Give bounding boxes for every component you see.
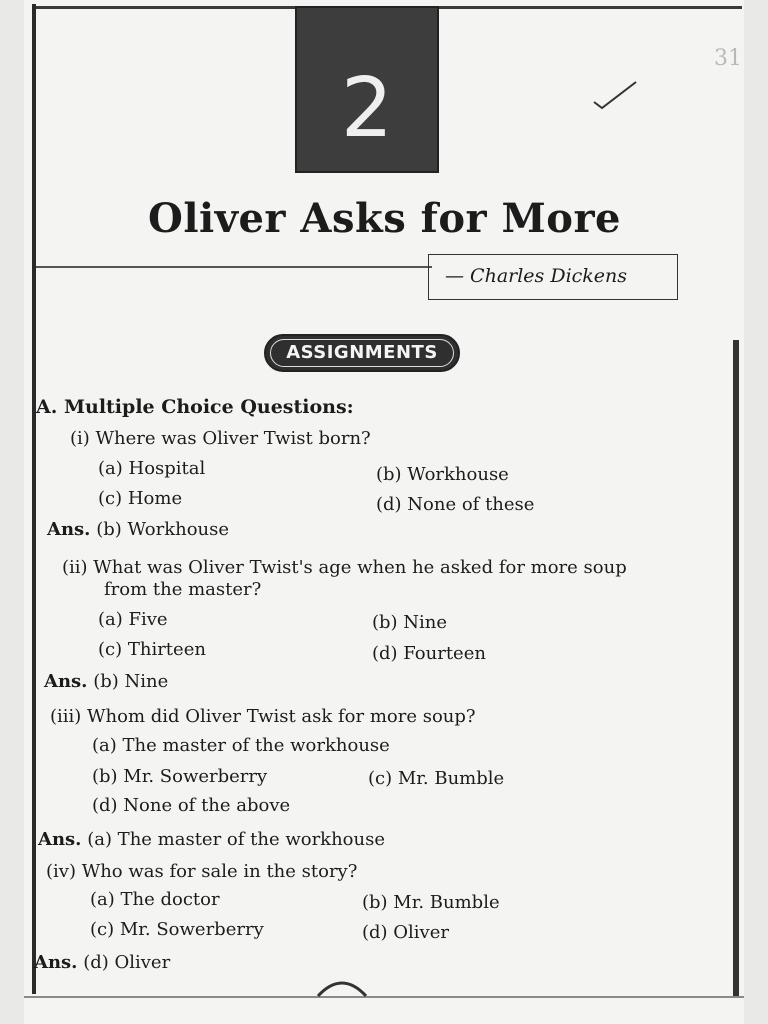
answer-text: (d) Oliver	[83, 952, 171, 973]
answer-label: Ans.	[38, 829, 82, 850]
chapter-number: 2	[340, 61, 394, 156]
question-2-text-line2: from the master?	[104, 579, 262, 600]
question-2-option-b: (b) Nine	[372, 612, 448, 633]
question-1-option-a: (a) Hospital	[98, 458, 206, 479]
question-3-option-d: (d) None of the above	[92, 795, 291, 816]
question-3-option-a: (a) The master of the workhouse	[92, 735, 390, 756]
chapter-title: Oliver Asks for More	[148, 195, 622, 242]
question-4-option-c: (c) Mr. Sowerberry	[90, 919, 264, 940]
question-3-text: (iii) Whom did Oliver Twist ask for more soup?	[50, 706, 476, 727]
question-2-text-line1: (ii) What was Oliver Twist's age when he asked for more soup	[62, 557, 627, 578]
assignments-badge	[264, 334, 460, 372]
chapter-number-box	[295, 6, 439, 173]
question-3-option-c: (c) Mr. Bumble	[368, 768, 505, 789]
author-name: — Charles Dickens	[445, 265, 628, 287]
question-1-option-d: (d) None of these	[376, 494, 535, 515]
answer-text: (a) The master of the workhouse	[87, 829, 385, 850]
question-2-option-c: (c) Thirteen	[98, 639, 206, 660]
question-1-answer	[47, 519, 229, 541]
right-border-line	[733, 340, 739, 996]
section-heading: A. Multiple Choice Questions:	[36, 396, 354, 418]
question-4-text: (iv) Who was for sale in the story?	[46, 861, 358, 882]
question-2-option-a: (a) Five	[98, 609, 168, 630]
question-2-option-d: (d) Fourteen	[372, 643, 486, 664]
question-4-option-a: (a) The doctor	[90, 889, 220, 910]
author-box	[428, 254, 678, 300]
answer-label: Ans.	[44, 671, 88, 692]
page-number-arc-icon	[314, 976, 370, 998]
question-3-answer	[38, 829, 385, 851]
question-1-text: (i) Where was Oliver Twist born?	[70, 428, 371, 449]
question-4-answer	[34, 952, 170, 974]
question-4-option-d: (d) Oliver	[362, 922, 449, 943]
title-rule	[36, 266, 432, 268]
question-4-option-b: (b) Mr. Bumble	[362, 892, 500, 913]
bottom-border-line	[24, 996, 744, 998]
assignments-badge-label: ASSIGNMENTS	[286, 342, 438, 363]
margin-page-number: 31	[714, 46, 742, 71]
answer-label: Ans.	[34, 952, 78, 973]
check-mark-icon	[592, 78, 638, 110]
left-border-line	[32, 4, 36, 994]
question-1-option-b: (b) Workhouse	[376, 464, 509, 485]
question-3-option-b: (b) Mr. Sowerberry	[92, 766, 268, 787]
answer-text: (b) Nine	[93, 671, 169, 692]
answer-text: (b) Workhouse	[96, 519, 230, 540]
question-1-option-c: (c) Home	[98, 488, 183, 509]
answer-label: Ans.	[47, 519, 91, 540]
question-2-answer	[44, 671, 168, 693]
